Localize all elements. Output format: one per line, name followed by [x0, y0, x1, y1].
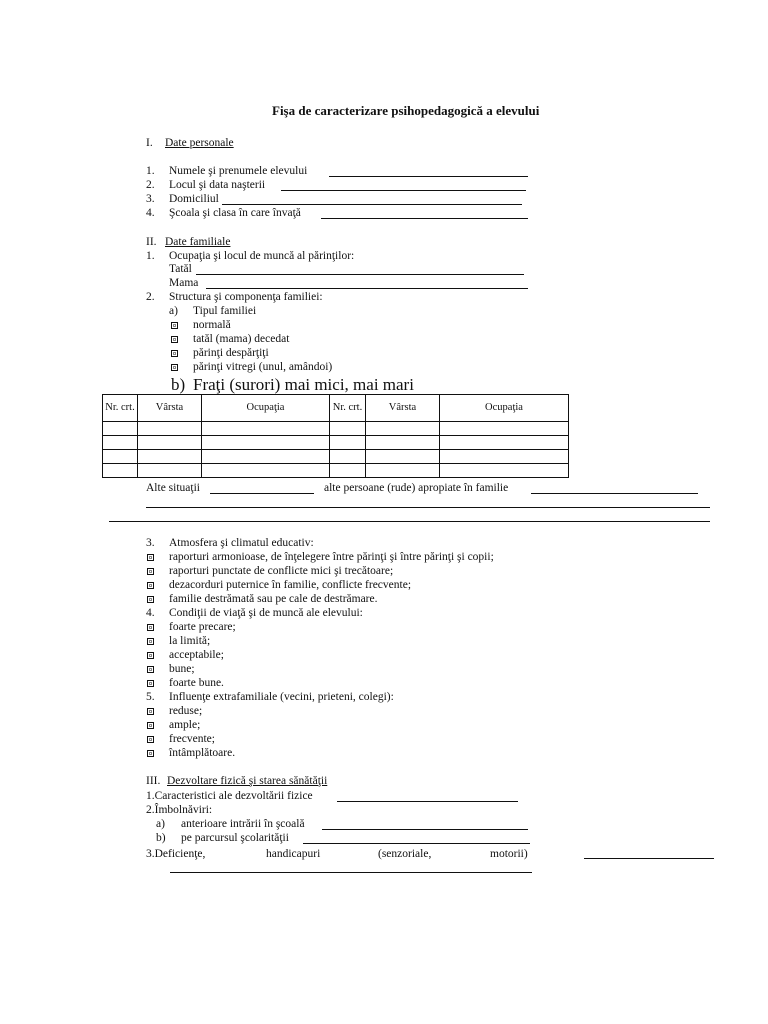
school-label: Şcoala şi clasa în care învaţă — [169, 207, 301, 219]
table-row — [103, 464, 569, 478]
item-number: 4. — [146, 607, 155, 619]
col-header-occupation: Ocupaţia — [202, 395, 330, 422]
deficiencies-word: motorii) — [490, 848, 528, 860]
table-cell[interactable] — [366, 422, 440, 436]
family-option: părinţi despărţiţi — [193, 347, 269, 359]
conditions-option: bune; — [169, 663, 195, 675]
atmosphere-option: familie destrămată sau pe cale de destrămare. — [169, 593, 378, 605]
checkbox[interactable] — [171, 350, 178, 357]
table-cell[interactable] — [330, 464, 366, 478]
conditions-option: foarte precare; — [169, 621, 236, 633]
birth-field[interactable] — [281, 190, 526, 191]
checkbox[interactable] — [147, 638, 154, 645]
influences-option: ample; — [169, 719, 201, 731]
siblings-label: Fraţi (surori) mai mici, mai mari — [193, 375, 414, 394]
table-cell[interactable] — [202, 436, 330, 450]
other-situations-field[interactable] — [210, 493, 314, 494]
table-cell[interactable] — [366, 450, 440, 464]
checkbox[interactable] — [147, 722, 154, 729]
checkbox[interactable] — [171, 364, 178, 371]
family-type-label: Tipul familiei — [193, 305, 257, 317]
other-persons-label: alte persoane (rude) apropiate în familie — [324, 482, 509, 494]
table-cell[interactable] — [202, 450, 330, 464]
continuation-line[interactable] — [109, 521, 710, 522]
conditions-option: foarte bune. — [169, 677, 224, 689]
item-number: 2. — [146, 179, 155, 191]
item-number: 5. — [146, 691, 155, 703]
occupation-label: Ocupaţia şi locul de muncă al părinţilor: — [169, 250, 355, 262]
siblings-table — [102, 394, 569, 478]
document-title: Fişa de caracterizare psihopedagogică a elevului — [272, 103, 540, 118]
item-number: 4. — [146, 207, 155, 219]
table-cell[interactable] — [440, 422, 569, 436]
table-row — [103, 422, 569, 436]
family-option: tatăl (mama) decedat — [193, 333, 290, 345]
illness-before-field[interactable] — [322, 829, 528, 830]
sub-letter: a) — [169, 305, 178, 317]
atmosphere-option: raporturi armonioase, de înţelegere între părinţi şi între părinţi şi copii; — [169, 551, 494, 563]
influences-option: reduse; — [169, 705, 203, 717]
mother-label: Mama — [169, 277, 199, 289]
conditions-option: acceptabile; — [169, 649, 224, 661]
structure-label: Structura şi componenţa familiei: — [169, 291, 323, 303]
sub-letter: b) — [171, 375, 186, 394]
table-row — [103, 436, 569, 450]
checkbox[interactable] — [147, 624, 154, 631]
deficiencies-continuation-line[interactable] — [170, 872, 532, 873]
checkbox[interactable] — [147, 652, 154, 659]
father-label: Tatăl — [169, 263, 192, 275]
conditions-option: la limită; — [169, 635, 211, 647]
checkbox[interactable] — [147, 666, 154, 673]
atmosphere-option: raporturi punctate de conflicte mici şi trecătoare; — [169, 565, 394, 577]
table-cell[interactable] — [366, 464, 440, 478]
table-row — [103, 450, 569, 464]
checkbox[interactable] — [171, 322, 178, 329]
deficiencies-label: 3.Deficienţe, — [146, 848, 206, 860]
name-field[interactable] — [329, 176, 528, 177]
item-number: 2. — [146, 291, 155, 303]
table-cell[interactable] — [138, 464, 202, 478]
table-cell[interactable] — [440, 450, 569, 464]
deficiencies-word: handicapuri — [266, 848, 321, 860]
table-cell[interactable] — [138, 422, 202, 436]
influences-option: întâmplătoare. — [169, 747, 236, 759]
mother-field[interactable] — [206, 288, 528, 289]
table-cell[interactable] — [138, 436, 202, 450]
col-header-occupation: Ocupaţia — [440, 395, 569, 422]
section-1-number: I. — [146, 137, 153, 149]
illness-before-label: anterioare intrării în şcoală — [181, 818, 305, 830]
table-cell[interactable] — [103, 422, 138, 436]
table-cell[interactable] — [330, 436, 366, 450]
checkbox[interactable] — [147, 680, 154, 687]
atmosphere-option: dezacorduri puternice în familie, conflicte frecvente; — [169, 579, 412, 591]
table-cell[interactable] — [330, 422, 366, 436]
table-cell[interactable] — [103, 450, 138, 464]
father-field[interactable] — [196, 274, 524, 275]
section-3-heading: Dezvoltare fizică şi starea sănătăţii — [167, 775, 328, 787]
col-header-nr: Nr. crt. — [330, 395, 366, 422]
family-option: normală — [193, 319, 231, 331]
checkbox[interactable] — [147, 708, 154, 715]
table-header-row — [103, 395, 569, 422]
item-number: 1. — [146, 165, 155, 177]
address-field[interactable] — [222, 204, 522, 205]
conditions-label: Condiţii de viaţă şi de muncă ale elevului: — [169, 607, 363, 619]
item-number: 3. — [146, 537, 155, 549]
checkbox[interactable] — [147, 554, 154, 561]
name-label: Numele şi prenumele elevului — [169, 165, 308, 177]
checkbox[interactable] — [147, 568, 154, 575]
deficiencies-word: (senzoriale, — [378, 848, 432, 860]
section-2-heading: Date familiale — [165, 236, 231, 248]
col-header-age: Vârsta — [366, 395, 440, 422]
influences-label: Influenţe extrafamiliale (vecini, prieteni, colegi): — [169, 691, 394, 703]
other-persons-field[interactable] — [531, 493, 698, 494]
table-cell[interactable] — [440, 464, 569, 478]
table-cell[interactable] — [103, 436, 138, 450]
atmosphere-label: Atmosfera şi climatul educativ: — [169, 537, 314, 549]
family-option: părinţi vitregi (unul, amândoi) — [193, 361, 333, 373]
table-cell[interactable] — [138, 450, 202, 464]
physical-characteristics-label: 1.Caracteristici ale dezvoltării fizice — [146, 790, 313, 802]
table-cell[interactable] — [366, 436, 440, 450]
section-1-heading: Date personale — [165, 137, 234, 149]
checkbox[interactable] — [147, 750, 154, 757]
table-cell[interactable] — [440, 436, 569, 450]
table-cell[interactable] — [330, 450, 366, 464]
checkbox[interactable] — [171, 336, 178, 343]
birth-label: Locul şi data naşterii — [169, 179, 266, 191]
table-cell[interactable] — [103, 464, 138, 478]
influences-option: frecvente; — [169, 733, 215, 745]
illness-during-field[interactable] — [303, 843, 530, 844]
table-cell[interactable] — [202, 464, 330, 478]
sub-letter: a) — [156, 818, 165, 830]
illnesses-label: 2.Îmbolnăviri: — [146, 804, 213, 816]
item-number: 1. — [146, 250, 155, 262]
checkbox[interactable] — [147, 736, 154, 743]
sub-letter: b) — [156, 832, 166, 844]
other-situations-label: Alte situaţii — [146, 482, 200, 494]
item-number: 3. — [146, 193, 155, 205]
checkbox[interactable] — [147, 596, 154, 603]
deficiencies-field[interactable] — [584, 858, 714, 859]
school-field[interactable] — [321, 218, 528, 219]
col-header-age: Vârsta — [138, 395, 202, 422]
col-header-nr: Nr. crt. — [103, 395, 138, 422]
address-label: Domiciliul — [169, 193, 219, 205]
illness-during-label: pe parcursul şcolarităţii — [181, 832, 289, 844]
checkbox[interactable] — [147, 582, 154, 589]
section-2-number: II. — [146, 236, 157, 248]
table-cell[interactable] — [202, 422, 330, 436]
physical-characteristics-field[interactable] — [337, 801, 518, 802]
continuation-line[interactable] — [146, 507, 710, 508]
section-3-number: III. — [146, 775, 161, 787]
